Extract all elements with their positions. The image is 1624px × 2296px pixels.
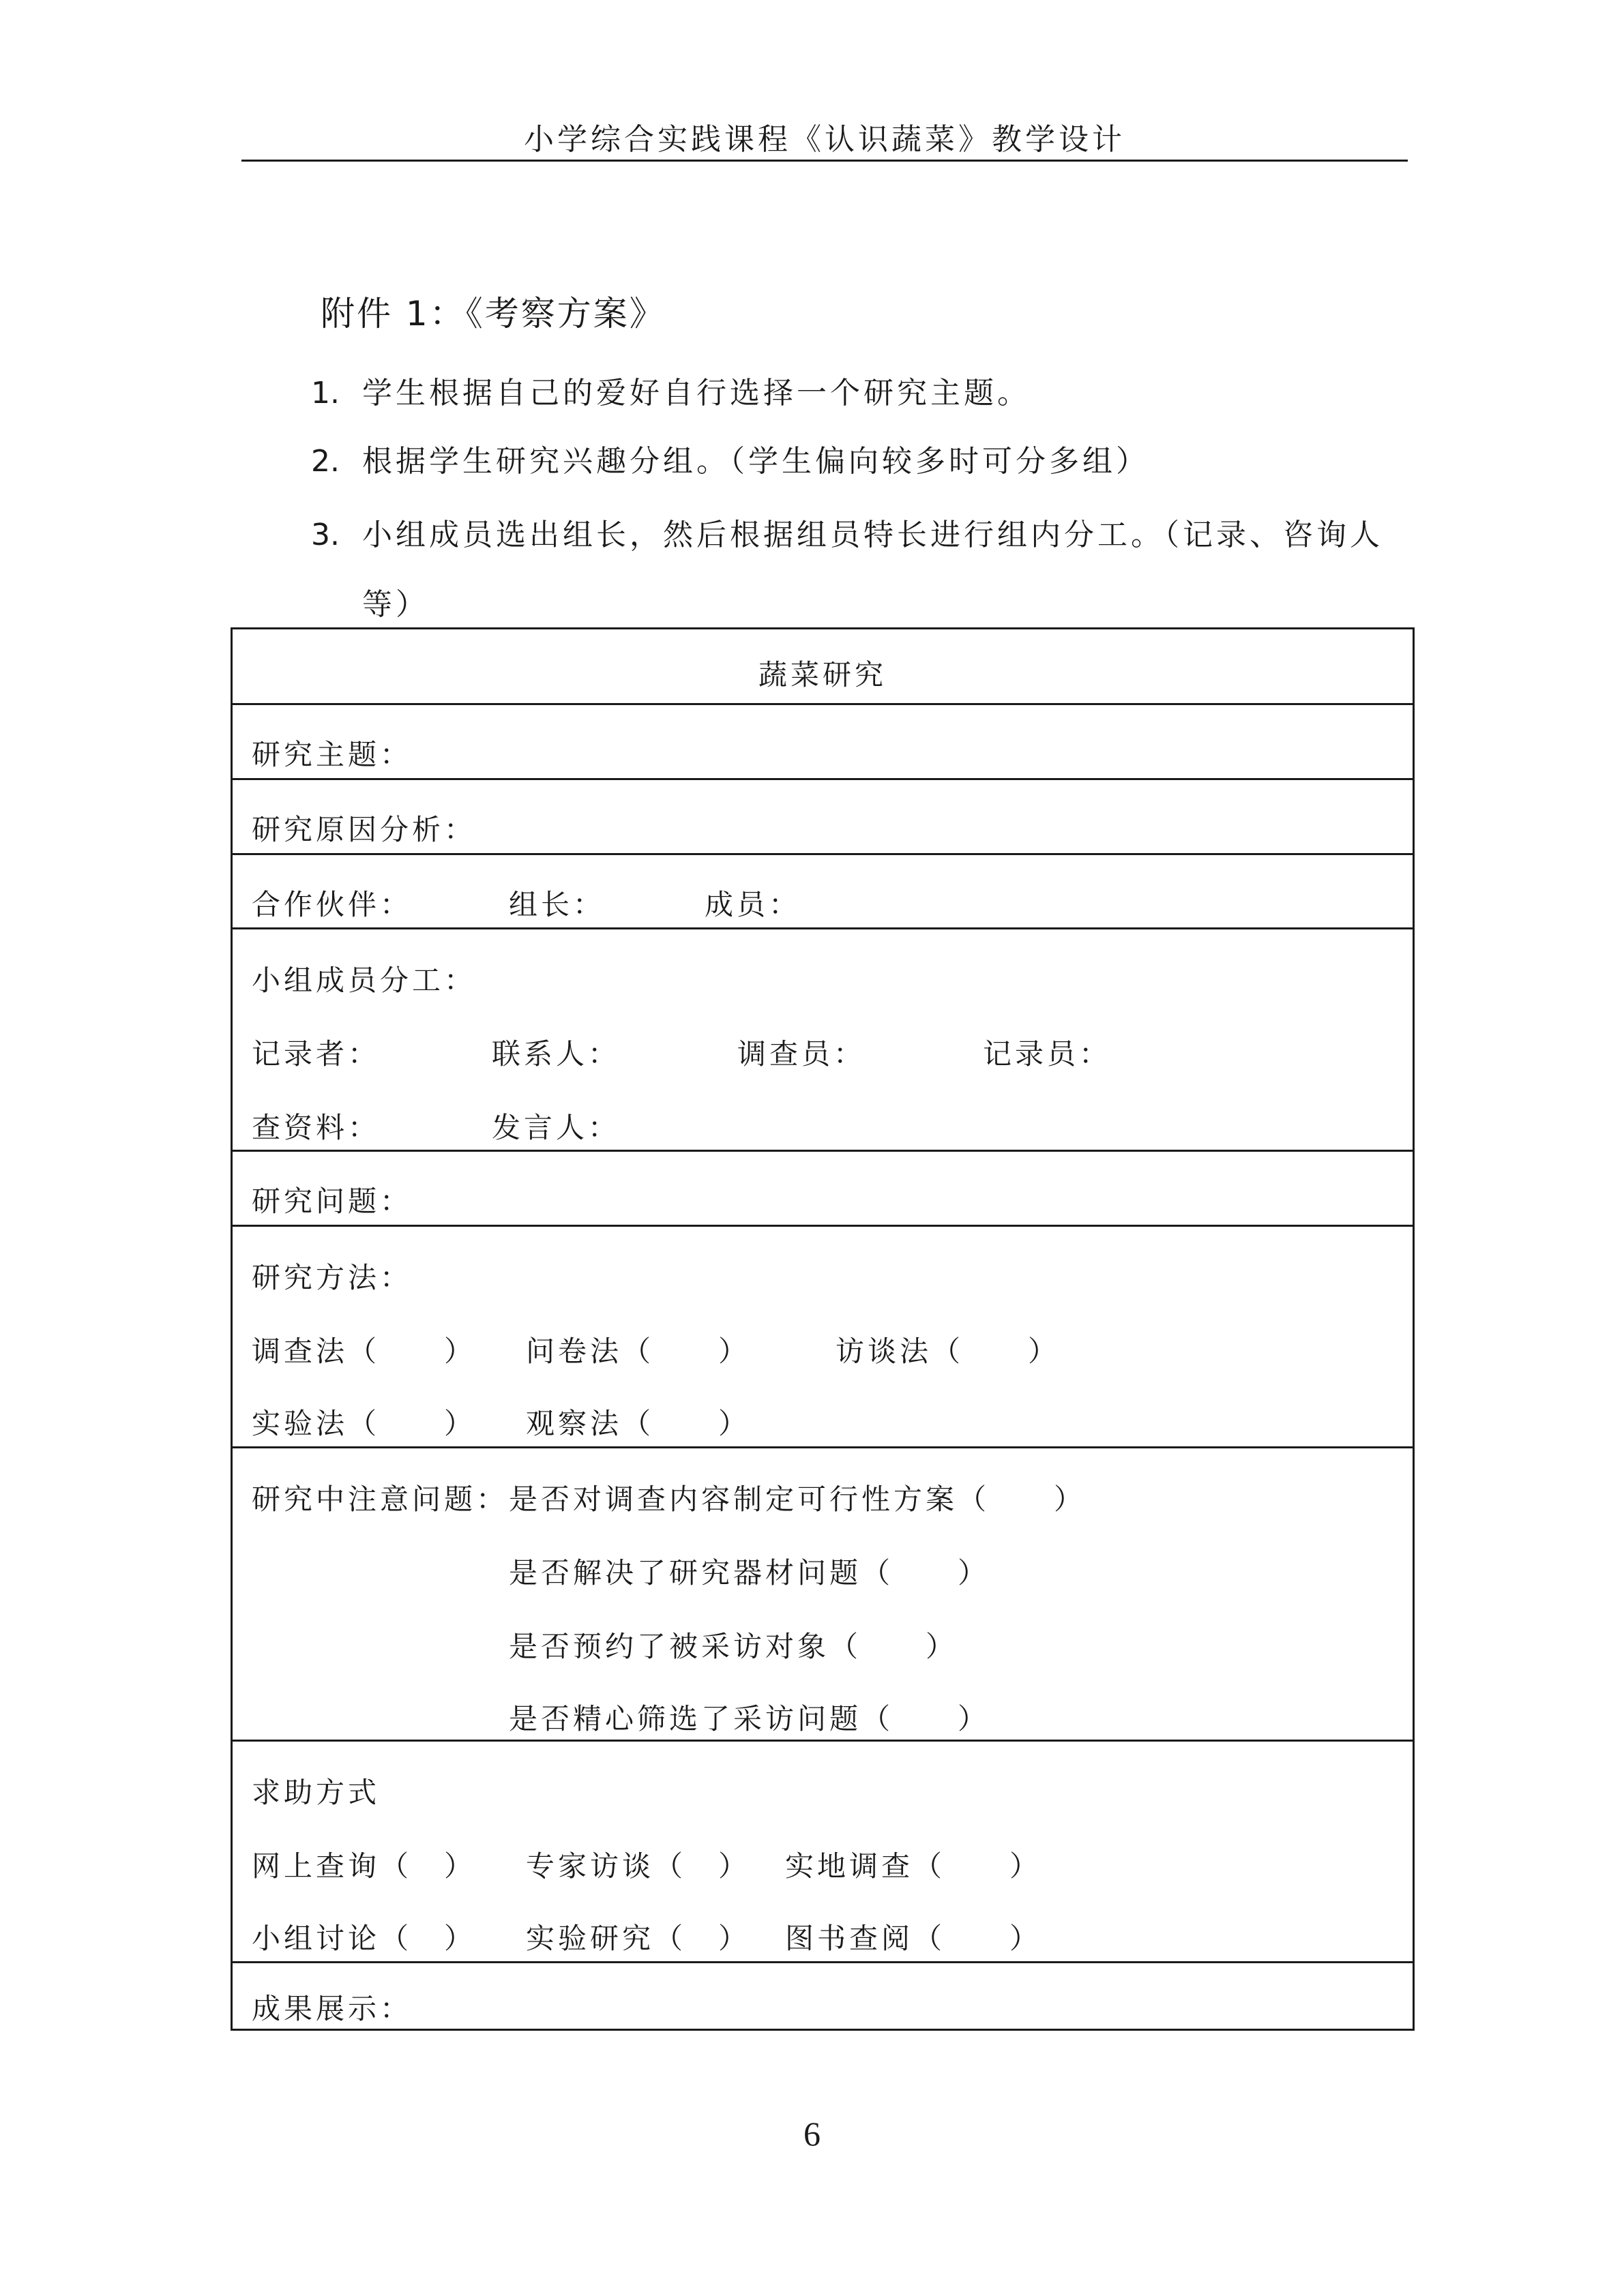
table-title: 蔬菜研究 [758,658,887,691]
help-expert: 专家访谈（ ） [526,1849,751,1883]
method-observation: 观察法（ ） [526,1407,751,1440]
help-label: 求助方式 [252,1776,381,1809]
members-label: 成员： [705,888,801,921]
method-questionnaire: 问卷法（ ） [526,1335,751,1368]
method-interview: 访谈法（ ） [836,1335,1061,1368]
role-speaker: 发言人： [492,1111,621,1144]
research-topic-row [233,705,1413,780]
attachment-title: 附件 1：《考察方案》 [321,294,666,333]
help-row [233,1742,1413,1963]
help-field: 实地调查（ ） [785,1849,1042,1883]
step-text-continuation: 等） [362,587,429,622]
method-experiment: 实验法（ ） [252,1407,477,1440]
step-number: 2. [311,444,340,479]
research-topic-label: 研究主题： [252,738,413,771]
method-survey: 调查法（ ） [252,1335,477,1368]
step-item [311,436,1149,480]
note-item: 是否预约了被采访对象（ ） [509,1630,958,1663]
leader-label: 组长： [509,888,606,921]
page-number: 6 [803,2115,821,2153]
partners-label: 合作伙伴： [252,888,413,921]
note-item: 是否对调查内容制定可行性方案（ ） [509,1482,1087,1516]
step-text: 小组成员选出组长，然后根据组员特长进行组内分工。（记录、咨询人 [362,518,1383,552]
step-text: 根据学生研究兴趣分组。（学生偏向较多时可分多组） [362,444,1149,479]
research-reason-row [233,780,1413,855]
step-item [311,368,1031,412]
step-number: 3. [311,518,340,552]
research-reason-label: 研究原因分析： [252,813,477,846]
role-contact: 联系人： [492,1037,621,1071]
note-item: 是否解决了研究器材问题（ ） [509,1556,990,1590]
notes-row [233,1448,1413,1742]
header-title: 小学综合实践课程《认识蔬菜》教学设计 [524,122,1125,157]
research-question-label: 研究问题： [252,1184,413,1218]
help-online: 网上查询（ ） [252,1849,477,1883]
role-investigator: 调查员： [737,1037,866,1071]
role-research: 查资料： [252,1111,381,1144]
note-item: 是否精心筛选了采访问题（ ） [509,1702,990,1735]
help-lab: 实验研究（ ） [526,1922,751,1955]
help-discussion: 小组讨论（ ） [252,1922,477,1955]
help-library: 图书查阅（ ） [785,1922,1042,1955]
research-question-row [233,1152,1413,1227]
step-item [311,510,1383,554]
research-plan-table [231,627,1415,2031]
division-row [233,929,1413,1152]
division-label: 小组成员分工： [252,964,477,997]
role-note-taker: 记录员： [983,1037,1112,1071]
methods-label: 研究方法： [252,1261,413,1294]
results-row [233,1963,1413,2033]
partners-row [233,855,1413,929]
results-label: 成果展示： [252,1992,413,2025]
notes-label: 研究中注意问题： [252,1482,509,1516]
methods-row [233,1227,1413,1448]
step-number: 1. [311,376,340,411]
role-recorder: 记录者： [252,1037,381,1071]
step-text: 学生根据自己的爱好自行选择一个研究主题。 [362,376,1031,411]
header-rule [241,160,1408,162]
table-title-row [233,629,1413,705]
